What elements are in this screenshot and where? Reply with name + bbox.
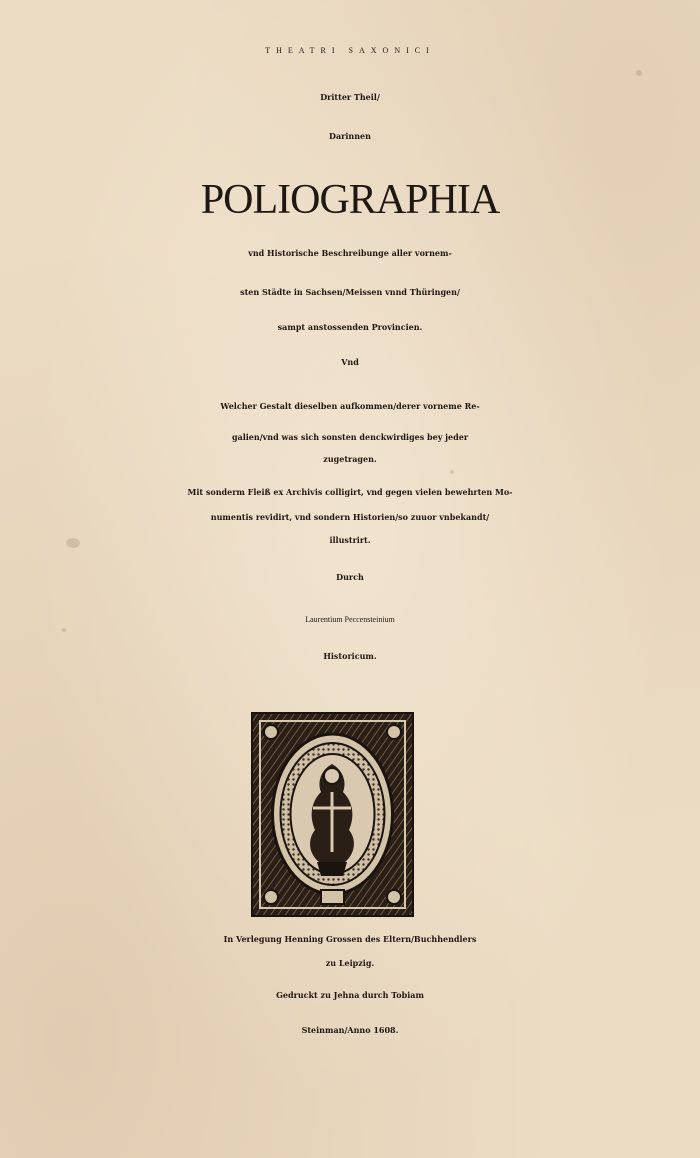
main-title: POLIOGRAPHIA xyxy=(200,177,500,223)
intro-word: Darinnen xyxy=(329,131,371,141)
author-name: Laurentium Peccensteinium xyxy=(305,615,395,624)
paper-stain xyxy=(636,70,642,76)
subtitle-line-3: sampt anstossenden Provincien. xyxy=(277,322,423,332)
paper-stain xyxy=(450,470,454,474)
description-line-3: zugetragen. xyxy=(323,454,377,464)
method-line-2: numentis revidirt, vnd sondern Historien/so zuuor vnbekandt/ xyxy=(210,512,490,522)
printers-device xyxy=(251,712,414,917)
imprint-line-1: Gedruckt zu Jehna durch Tobiam xyxy=(276,990,424,1000)
work-title: THEATRI SAXONICI xyxy=(265,46,435,55)
description-line-1: Welcher Gestalt dieselben aufkommen/derer vorneme Re- xyxy=(220,401,480,411)
subtitle-line-2: sten Städte in Sachsen/Meissen vnnd Thüringen/ xyxy=(240,287,460,297)
subtitle-line-1: vnd Historische Beschreibunge aller vornem- xyxy=(248,248,452,258)
method-line-1: Mit sonderm Fleiß ex Archivis colligirt, vnd gegen vielen bewehrten Mo- xyxy=(187,487,513,497)
imprint-line-2: Steinman/Anno 1608. xyxy=(301,1025,399,1035)
printers-device-icon xyxy=(251,712,414,917)
part-label: Dritter Theil/ xyxy=(320,92,380,102)
paper-stain xyxy=(62,628,66,632)
by-word: Durch xyxy=(336,572,364,582)
method-line-3: illustrirt. xyxy=(329,535,371,545)
publisher-line-1: In Verlegung Henning Grossen des Eltern/Buchhendlers xyxy=(223,934,477,944)
publisher-line-2: zu Leipzig. xyxy=(325,958,375,968)
author-title: Historicum. xyxy=(323,651,377,661)
conjunction: Vnd xyxy=(341,357,359,367)
description-line-2: galien/vnd was sich sonsten denckwirdiges bey jeder xyxy=(231,432,469,442)
